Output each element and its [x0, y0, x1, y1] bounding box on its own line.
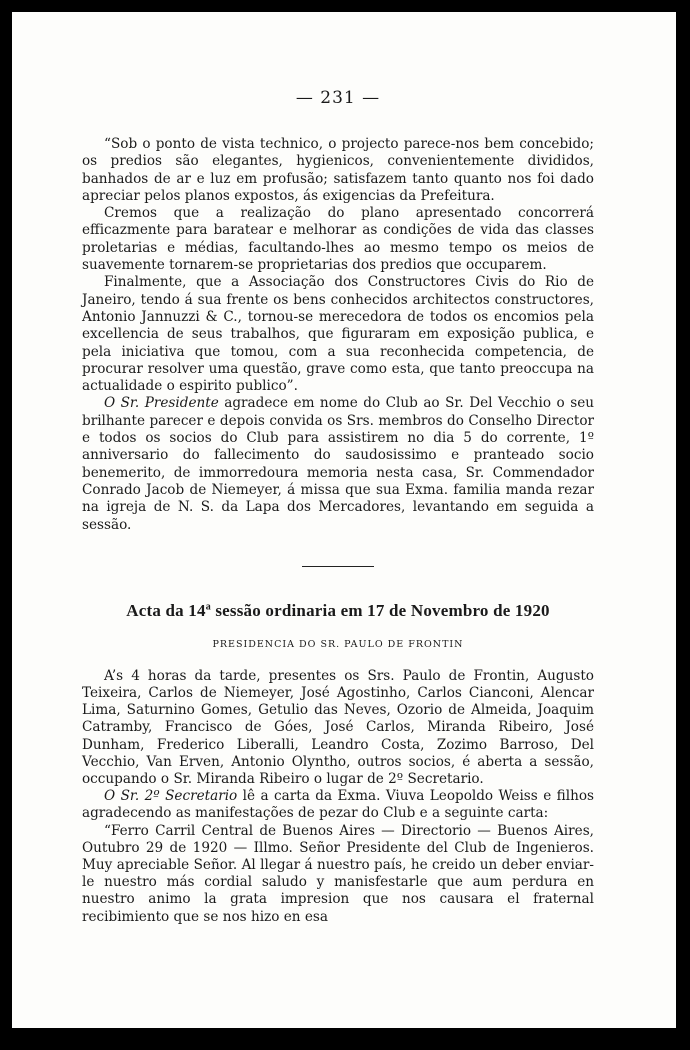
section-title-prefix: Acta da 14	[126, 600, 206, 620]
document-page	[12, 12, 676, 1028]
presidency-subheading: PRESIDENCIA DO SR. PAULO DE FRONTIN	[212, 638, 464, 650]
page-content	[82, 12, 594, 926]
secretary-text: lê a carta da Exma. Viuva Leopoldo Weiss e filhos agradecendo as manifestações de pezar do Club e a seguinte carta:	[82, 788, 595, 822]
paragraph-president-thanks	[82, 395, 594, 533]
speaker-secretary: O Sr. 2º Secretario	[104, 788, 238, 805]
paragraph-association-praise: Finalmente, que a Associação dos Constructores Civis do Rio de Janeiro, tendo á sua frente os bens conhecidos architectos constructores, Antonio Jannuzzi & C., tornou-se merecedora de todos os encomios pela excellencia de seus trabalhos, que figuraram em exposição publica, e pela iniciativa que tomou, com a sua reconhecida competencia, de procurar resolver uma questão, grave como esta, que tanto preoccupa na actualidade o espirito publico”.	[82, 274, 594, 395]
section-divider	[302, 566, 374, 567]
section-title-suffix: sessão ordinaria em 17 de Novembro de 1920	[210, 600, 550, 620]
minutes-continuation	[82, 136, 594, 534]
paragraph-letter: “Ferro Carril Central de Buenos Aires — Directorio — Buenos Aires, Outubro 29 de 1920 — Illmo. Señor Presidente del Club de Ingenieros. Muy apreciable Señor. Al llegar á nuestro país, he creido un deber enviar-le nuestro más cordial saludo y manisfestarle que aum perdura en nuestro animo la grata impresion que nos causara el fraternal recibimiento que se nos hizo en esa	[82, 822, 594, 925]
session-minutes	[82, 668, 594, 926]
page-number: — 231 —	[295, 88, 381, 108]
paragraph-technical-opinion: “Sob o ponto de vista technico, o projecto parece-nos bem concebido; os predios são elegantes, hygienicos, convenientemente divididos, banhados de ar e luz em profusão; satisfazem tanto quanto nos foi dado apreciar pelos planos expostos, ás exigencias da Prefeitura.	[82, 136, 594, 204]
paragraph-secretary-reads	[82, 788, 594, 822]
section-title-ordinal: a	[205, 601, 211, 613]
speaker-president: O Sr. Presidente	[104, 395, 219, 412]
paragraph-plan-benefits: Cremos que a realização do plano apresentado concorrerá efficazmente para baratear e melhorar as condições de vida das classes proletarias e médias, facultando-lhes ao mesmo tempo os meios de suavemente tornarem-se proprietarias dos predios que occuparem.	[82, 205, 594, 274]
president-text: agradece em nome do Club ao Sr. Del Vecchio o seu brilhante parecer e depois convida os Srs. membros do Conselho Director e todos os socios do Club para assistirem no dia 5 do corrente, 1º anniversario do fallecimento do saudosissimo e pranteado socio benemerito, de immorredoura memoria nesta casa, Sr. Commendador Conrado Jacob de Niemeyer, á missa que sua Exma. familia manda rezar na igreja de N. S. da Lapa dos Mercadores, levantando em seguida a sessão.	[82, 395, 594, 533]
paragraph-attendance: A’s 4 horas da tarde, presentes os Srs. Paulo de Frontin, Augusto Teixeira, Carlos de Niemeyer, José Agostinho, Carlos Cianconi, Alencar Lima, Saturnino Gomes, Getulio das Neves, Ozorio de Almeida, Joaquim Catramby, Francisco de Góes, José Carlos, Miranda Ribeiro, José Dunham, Frederico Liberalli, Leandro Costa, Zozimo Barroso, Del Vecchio, Van Erven, Antonio Olyntho, outros socios, é aberta a sessão, occupando o Sr. Miranda Ribeiro o lugar de 2º Secretario.	[82, 667, 594, 788]
section-title	[82, 601, 594, 621]
